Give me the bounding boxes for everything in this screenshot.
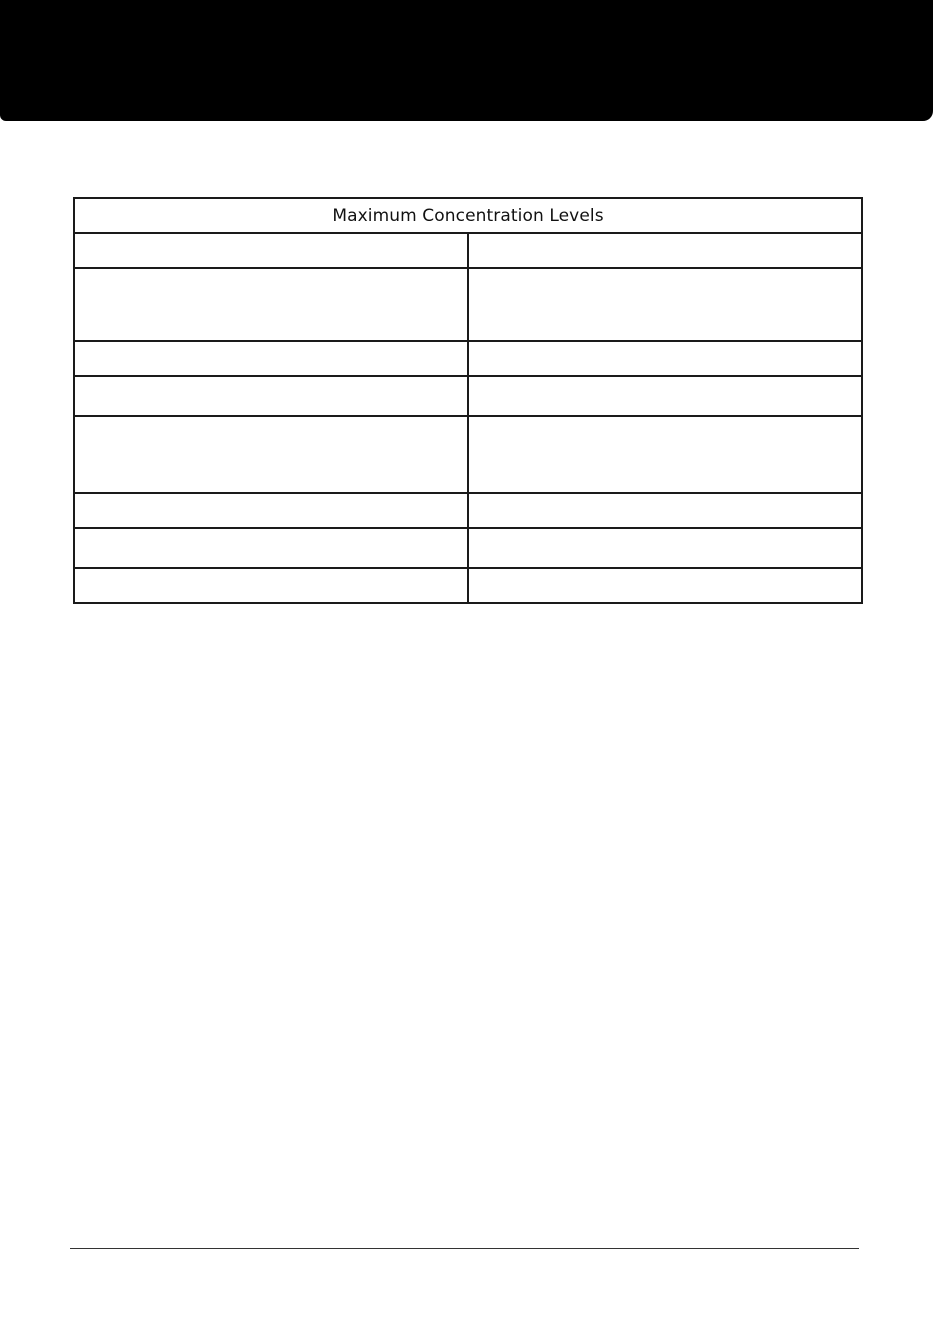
table-cell	[468, 493, 862, 528]
table-row	[74, 493, 862, 528]
table-cell	[74, 341, 468, 376]
table-title-row	[74, 198, 862, 233]
table-cell	[468, 268, 862, 341]
table-title: Maximum Concentration Levels	[74, 198, 862, 233]
table-cell	[74, 376, 468, 416]
table-cell	[468, 568, 862, 603]
table	[73, 197, 863, 604]
footer-divider	[70, 1248, 859, 1249]
table-cell	[468, 528, 862, 568]
table-cell	[74, 416, 468, 493]
table-cell	[74, 268, 468, 341]
table-cell	[468, 233, 862, 268]
table-row	[74, 416, 862, 493]
max-concentration-table	[73, 197, 861, 604]
table-cell	[468, 416, 862, 493]
table-cell	[74, 528, 468, 568]
table-row	[74, 376, 862, 416]
table-cell	[74, 493, 468, 528]
table-cell	[468, 341, 862, 376]
table-row	[74, 568, 862, 603]
table-cell	[74, 233, 468, 268]
table-row	[74, 528, 862, 568]
table-row	[74, 341, 862, 376]
table-row	[74, 268, 862, 341]
header-band	[0, 0, 933, 121]
table-row	[74, 233, 862, 268]
table-cell	[468, 376, 862, 416]
table-cell	[74, 568, 468, 603]
